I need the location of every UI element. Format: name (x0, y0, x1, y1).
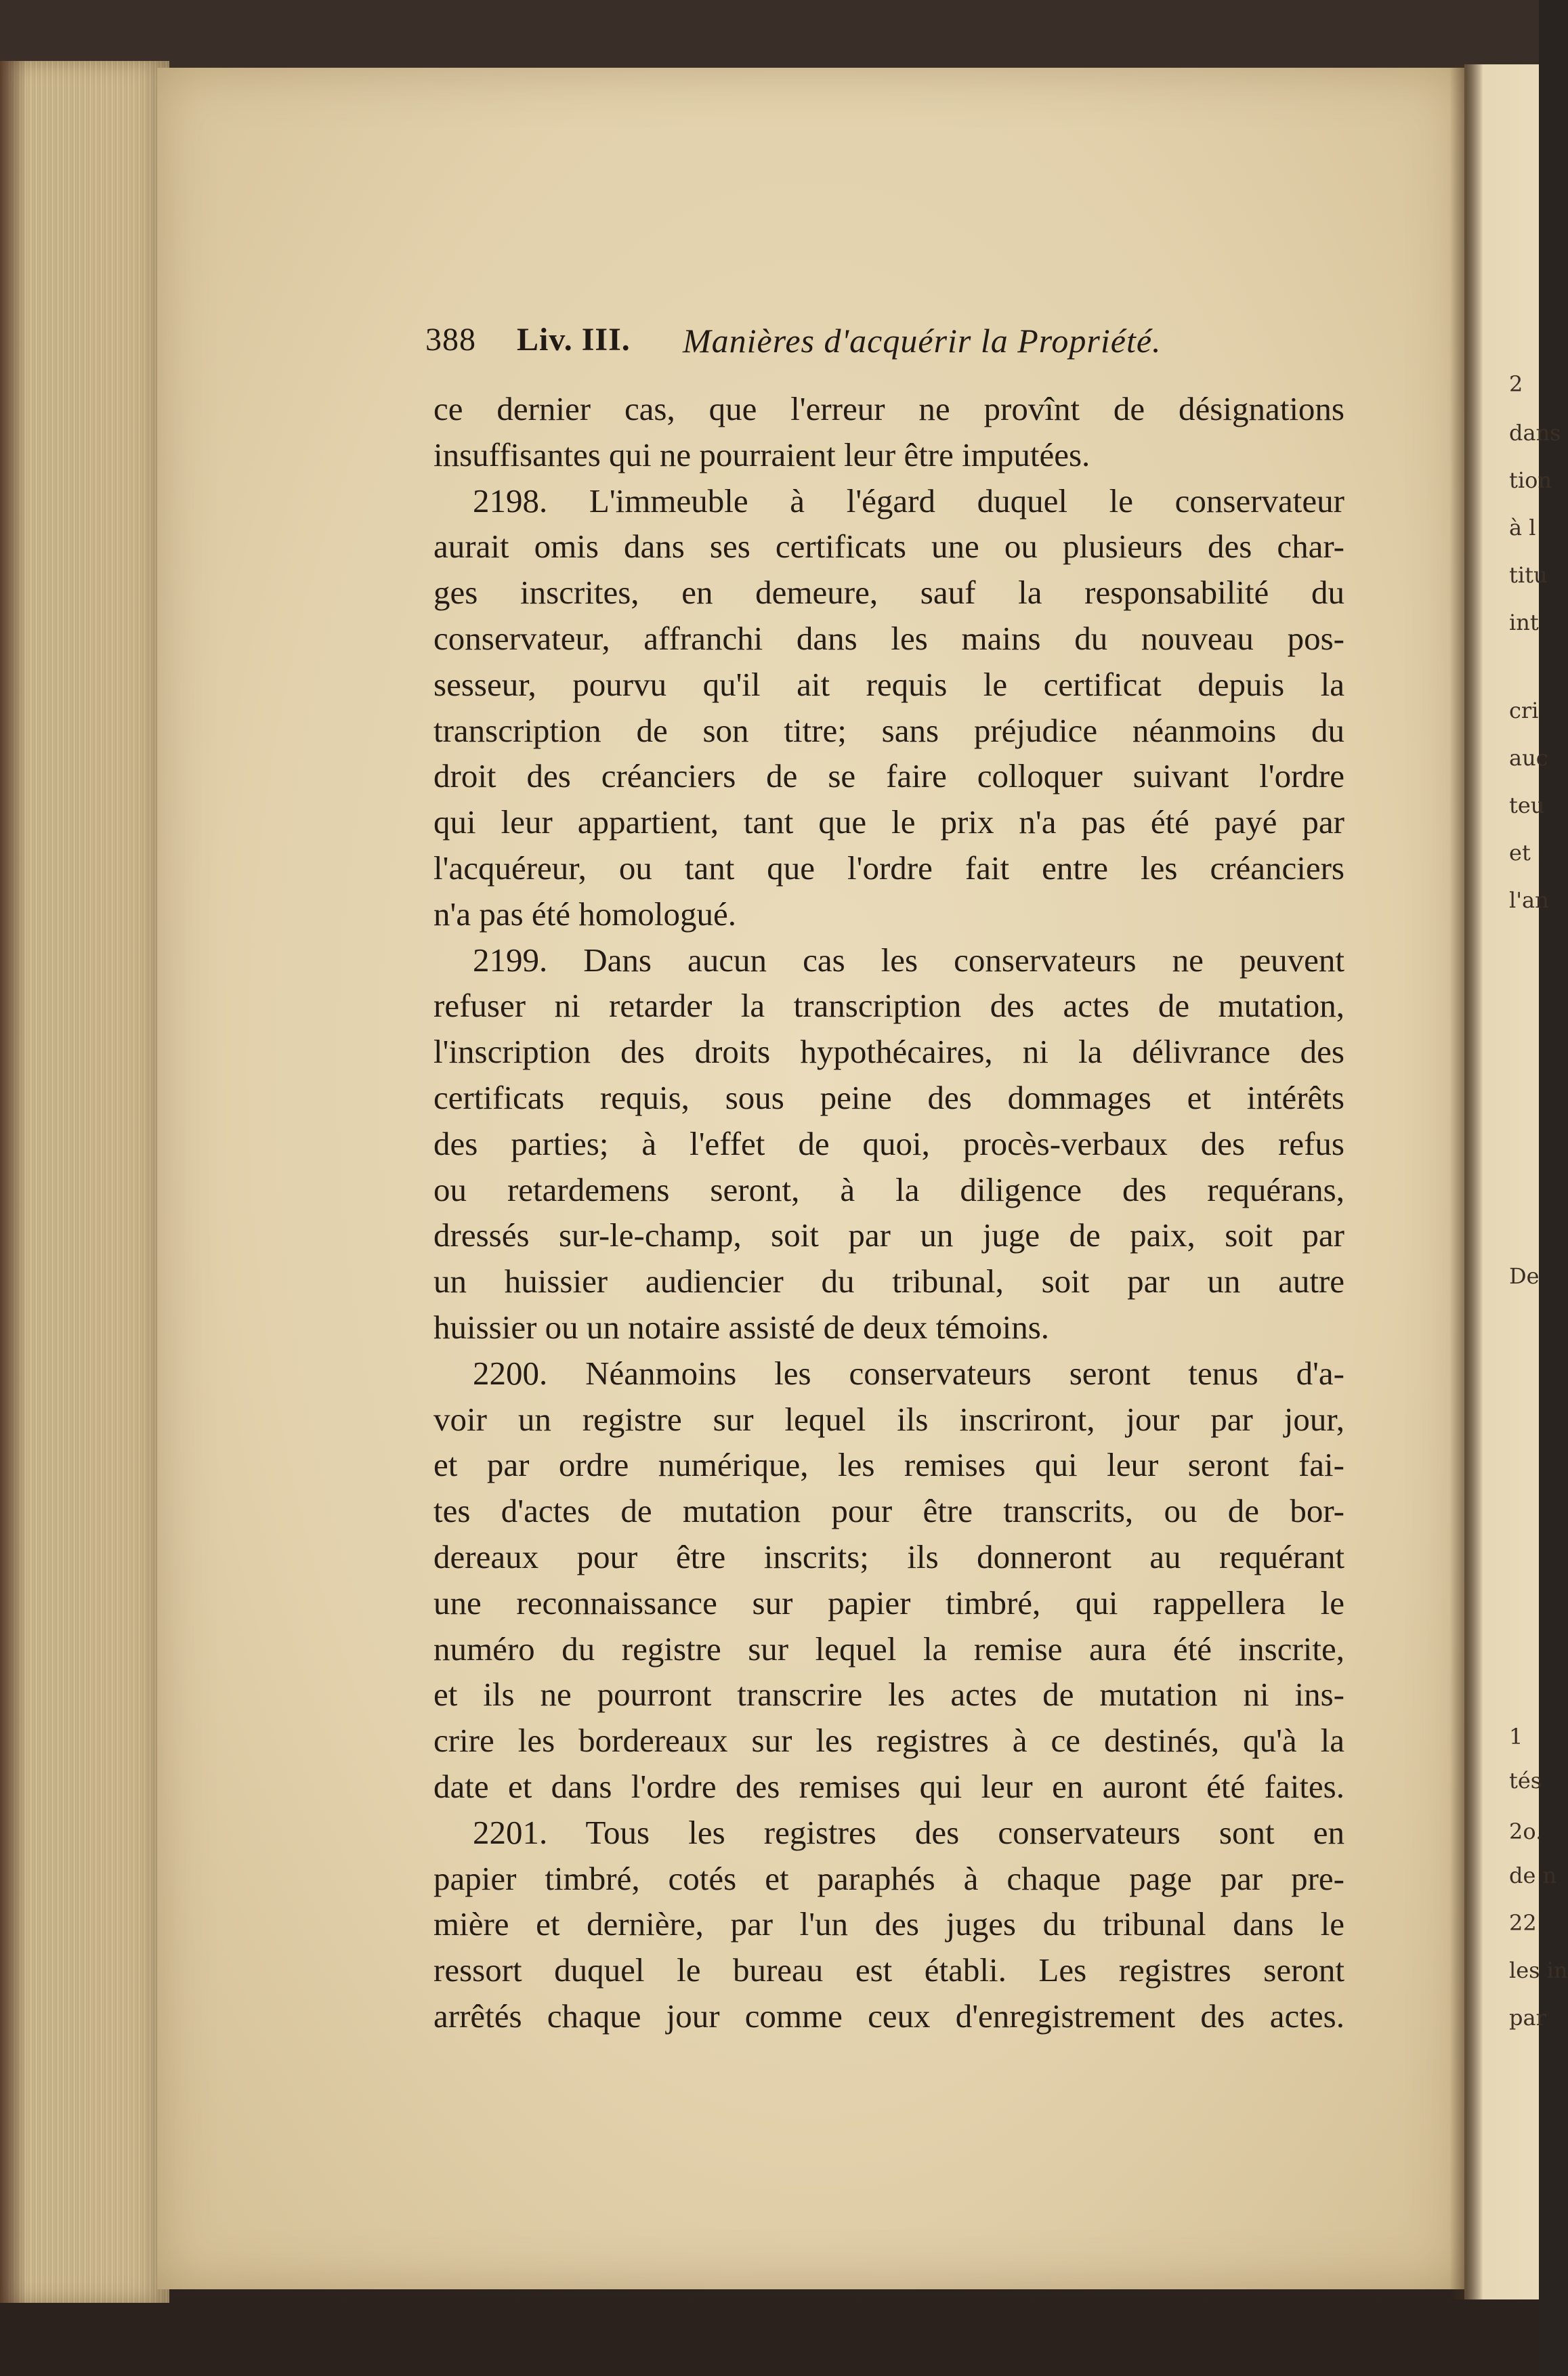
adjacent-page-fragment: de n (1509, 1863, 1557, 1888)
text-line: et par ordre numérique, les remises qui leur seront fai- (433, 1446, 1344, 1484)
adjacent-page-fragment: tion (1509, 467, 1552, 493)
adjacent-page-fragment: 22 (1509, 1910, 1537, 1936)
text-line: certificats requis, sous peine des dommages et intérêts (433, 1078, 1344, 1116)
adjacent-page-fragment: int (1509, 610, 1539, 635)
adjacent-page-fragment: dans (1509, 420, 1561, 446)
text-line: date et dans l'ordre des remises qui leur en auront été faites. (433, 1767, 1344, 1805)
running-title: Manières d'acquérir la Propriété. (683, 322, 1162, 360)
adjacent-page-fragment: 2 (1509, 371, 1523, 397)
article-2200-start: 2200. Néanmoins les conservateurs seront tenus d'a- (473, 1354, 1344, 1392)
text-line: refuser ni retarder la transcription des actes de mutation, (433, 987, 1344, 1025)
text-line: dereaux pour être inscrits; ils donneront au requérant (433, 1537, 1344, 1575)
text-line: droit des créanciers de se faire colloquer suivant l'ordre (433, 757, 1344, 795)
text-line: voir un registre sur lequel ils inscriront, jour par jour, (433, 1400, 1344, 1438)
adjacent-page-fragment: 1 (1509, 1724, 1523, 1749)
text-line: numéro du registre sur lequel la remise aura été inscrite, (433, 1630, 1344, 1668)
text-line: crire les bordereaux sur les registres à ce destinés, qu'à la (433, 1722, 1344, 1760)
text-line: l'inscription des droits hypothécaires, ni la délivrance des (433, 1033, 1344, 1071)
text-line: conservateur, affranchi dans les mains du nouveau pos- (433, 619, 1344, 657)
text-line: ressort duquel le bureau est établi. Les registres seront (433, 1951, 1344, 1989)
text-line: insuffisantes qui ne pourraient leur être imputées. (433, 436, 1090, 473)
article-2199-start: 2199. Dans aucun cas les conservateurs ne peuvent (473, 941, 1344, 979)
text-line: huissier ou un notaire assisté de deux témoins. (433, 1308, 1050, 1346)
text-line: ges inscrites, en demeure, sauf la responsabilité du (433, 574, 1344, 612)
adjacent-page-fragment: par (1509, 2005, 1546, 2031)
adjacent-page-fragment: 2o. (1509, 1819, 1543, 1844)
text-line: dressés sur-le-champ, soit par un juge de paix, soit par (433, 1216, 1344, 1254)
page-body-text (433, 386, 1344, 2039)
book-label: Liv. III. (517, 322, 631, 358)
text-line: sesseur, pourvu qu'il ait requis le certificat depuis la (433, 665, 1344, 703)
text-line: des parties; à l'effet de quoi, procès-verbaux des refus (433, 1124, 1344, 1162)
text-line: n'a pas été homologué. (433, 895, 736, 933)
text-line: un huissier audiencier du tribunal, soit par un autre (433, 1263, 1344, 1300)
adjacent-page-fragment: auc (1509, 745, 1548, 771)
adjacent-page-fragment: l'an (1509, 887, 1549, 913)
text-line: papier timbré, cotés et paraphés à chaque page par pre- (433, 1859, 1344, 1897)
text-line: ce dernier cas, que l'erreur ne provînt de désignations (433, 390, 1344, 427)
text-line: et ils ne pourront transcrire les actes de mutation ni ins- (433, 1676, 1344, 1714)
text-line: aurait omis dans ses certificats une ou plusieurs des char- (433, 528, 1344, 566)
adjacent-page-fragment: à l (1509, 515, 1536, 540)
text-line: arrêtés chaque jour comme ceux d'enregistrement des actes. (433, 1997, 1344, 2035)
article-2201-start: 2201. Tous les registres des conservateurs sont en (473, 1813, 1344, 1851)
adjacent-page-fragment: et (1509, 840, 1531, 866)
text-line: l'acquéreur, ou tant que l'ordre fait entre les créanciers (433, 849, 1344, 887)
adjacent-page-fragment: tés (1509, 1768, 1542, 1794)
text-line: tes d'actes de mutation pour être transcrits, ou de bor- (433, 1492, 1344, 1530)
text-line: une reconnaissance sur papier timbré, qui rappellera le (433, 1584, 1344, 1621)
page-gutter (1449, 64, 1483, 2299)
text-line: qui leur appartient, tant que le prix n'a pas été payé par (433, 803, 1344, 841)
adjacent-page-fragment: les in (1509, 1957, 1568, 1983)
adjacent-page-fragment: teu (1509, 792, 1545, 818)
text-line: mière et dernière, par l'un des juges du tribunal dans le (433, 1905, 1344, 1943)
adjacent-page-fragment: De (1509, 1263, 1540, 1289)
adjacent-page-fragment: titu (1509, 562, 1548, 588)
article-2198-start: 2198. L'immeuble à l'égard duquel le conservateur (473, 482, 1344, 519)
text-line: transcription de son titre; sans préjudice néanmoins du (433, 711, 1344, 749)
running-header (425, 317, 1265, 364)
text-line: ou retardemens seront, à la diligence des requérans, (433, 1170, 1344, 1208)
book-fore-edge (0, 61, 169, 2303)
adjacent-page-fragment: cri (1509, 698, 1539, 723)
page-number: 388 (425, 322, 476, 358)
